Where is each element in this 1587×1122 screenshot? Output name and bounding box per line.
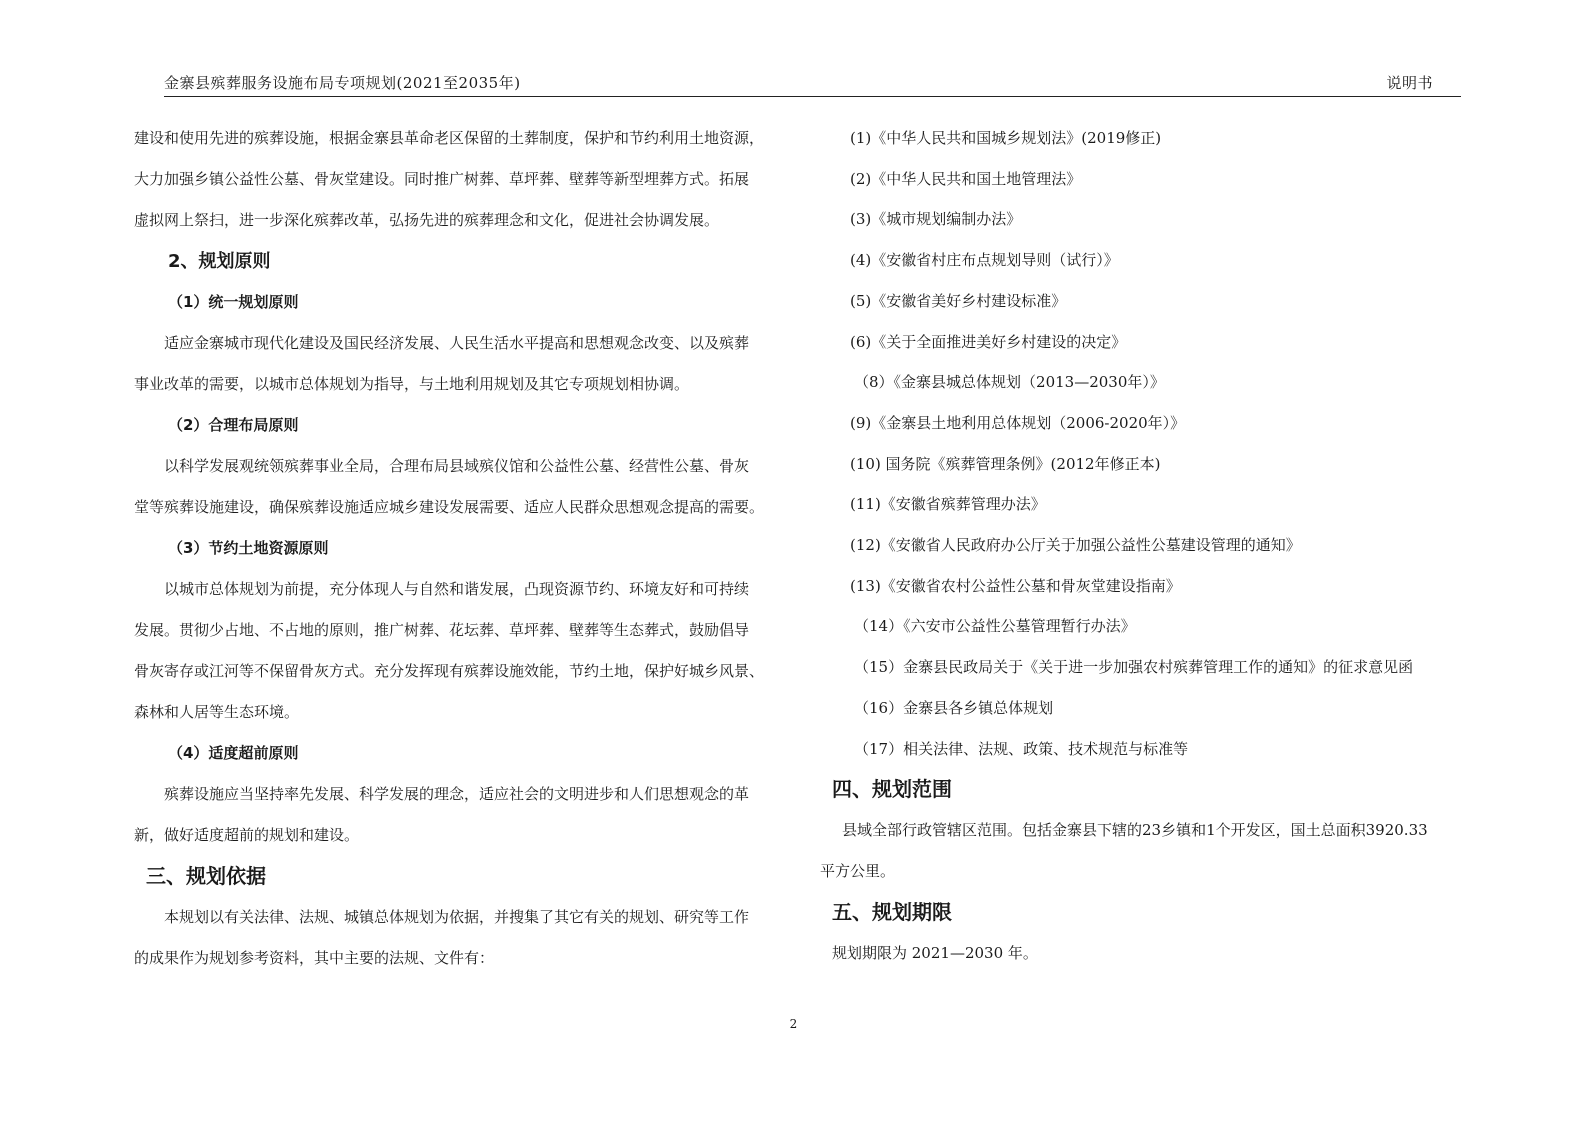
page-number: 2 — [789, 1017, 798, 1031]
reference-item: (9)《金寨县土地利用总体规划（2006-2020年）》 — [850, 413, 1186, 432]
reference-item: （14）《六安市公益性公墓管理暂行办法》 — [854, 617, 1136, 636]
paragraph-line: 规划期限为 2021—2030 年。 — [832, 944, 1038, 963]
intro-line: 虚拟网上祭扫，进一步深化殡葬改革，弘扬先进的殡葬理念和文化，促进社会协调发展。 — [134, 211, 720, 229]
intro-line: 建设和使用先进的殡葬设施，根据金寨县革命老区保留的土葬制度，保护和节约利用土地资源， — [134, 129, 765, 147]
paragraph-line: 骨灰寄存或江河等不保留骨灰方式。充分发挥现有殡葬设施效能，节约土地，保护好城乡风景、 — [134, 662, 765, 680]
reference-item: （15）金寨县民政局关于《关于进一步加强农村殡葬管理工作的通知》的征求意见函 — [854, 658, 1414, 677]
paragraph-line: 堂等殡葬设施建设，确保殡葬设施适应城乡建设发展需要、适应人民群众思想观念提高的需要。 — [134, 498, 765, 516]
section-heading-period: 五、规划期限 — [832, 900, 952, 925]
paragraph-line: 以城市总体规划为前提，充分体现人与自然和谐发展，凸现资源节约、环境友好和可持续 — [164, 580, 750, 598]
section-heading-scope: 四、规划范围 — [832, 777, 952, 802]
left-column — [134, 118, 786, 979]
reference-item: (12)《安徽省人民政府办公厅关于加强公益性公墓建设管理的通知》 — [850, 536, 1301, 555]
paragraph-line: 的成果作为规划参考资料，其中主要的法规、文件有： — [134, 949, 495, 967]
paragraph-line: 平方公里。 — [820, 862, 896, 881]
reference-item: （17）相关法律、法规、政策、技术规范与标准等 — [854, 739, 1189, 758]
section-heading-principles: 2、规划原则 — [168, 251, 271, 272]
reference-item: (2)《中华人民共和国土地管理法》 — [850, 169, 1082, 188]
subheading-moderately-advanced: （4）适度超前原则 — [168, 744, 299, 762]
subheading-unified-planning: （1）统一规划原则 — [168, 293, 299, 311]
paragraph-line: 县域全部行政管辖区范围。包括金寨县下辖的23乡镇和1个开发区，国土总面积3920.33 — [842, 821, 1428, 840]
reference-item: (13)《安徽省农村公益性公墓和骨灰堂建设指南》 — [850, 576, 1181, 595]
right-column — [820, 118, 1460, 974]
paragraph-line: 本规划以有关法律、法规、城镇总体规划为依据，并搜集了其它有关的规划、研究等工作 — [164, 908, 750, 926]
paragraph-line: 森林和人居等生态环境。 — [134, 703, 300, 721]
paragraph-line: 发展。贯彻少占地、不占地的原则，推广树葬、花坛葬、草坪葬、壁葬等生态葬式，鼓励倡导 — [134, 621, 750, 639]
page-header — [164, 68, 1461, 97]
document-type-label: 说明书 — [1386, 74, 1433, 92]
reference-item: (5)《安徽省美好乡村建设标准》 — [850, 291, 1067, 310]
reference-item: (1)《中华人民共和国城乡规划法》(2019修正) — [850, 129, 1162, 147]
paragraph-line: 以科学发展观统领殡葬事业全局，合理布局县域殡仪馆和公益性公墓、经营性公墓、骨灰 — [164, 457, 750, 475]
reference-item: (11)《安徽省殡葬管理办法》 — [850, 495, 1046, 514]
reference-item: (3)《城市规划编制办法》 — [850, 210, 1022, 229]
paragraph-line: 殡葬设施应当坚持率先发展、科学发展的理念，适应社会的文明进步和人们思想观念的革 — [164, 785, 750, 803]
subheading-rational-layout: （2）合理布局原则 — [168, 416, 299, 434]
paragraph-line: 新，做好适度超前的规划和建设。 — [134, 826, 360, 844]
subheading-land-saving: （3）节约土地资源原则 — [168, 539, 329, 557]
section-heading-basis: 三、规划依据 — [146, 864, 266, 888]
reference-item: （16）金寨县各乡镇总体规划 — [854, 698, 1054, 717]
paragraph-line: 适应金寨城市现代化建设及国民经济发展、人民生活水平提高和思想观念改变、以及殡葬 — [164, 334, 750, 352]
paragraph-line: 事业改革的需要，以城市总体规划为指导，与土地利用规划及其它专项规划相协调。 — [134, 375, 690, 393]
reference-item: (10) 国务院《殡葬管理条例》(2012年修正本) — [850, 454, 1161, 473]
reference-item: (4)《安徽省村庄布点规划导则（试行）》 — [850, 251, 1119, 270]
reference-item: (6)《关于全面推进美好乡村建设的决定》 — [850, 332, 1127, 351]
document-title: 金寨县殡葬服务设施布局专项规划(2021至2035年) — [164, 74, 521, 92]
intro-line: 大力加强乡镇公益性公墓、骨灰堂建设。同时推广树葬、草坪葬、壁葬等新型埋葬方式。拓展 — [134, 170, 750, 188]
reference-item: （8）《金寨县城总体规划（2013—2030年）》 — [854, 373, 1165, 392]
